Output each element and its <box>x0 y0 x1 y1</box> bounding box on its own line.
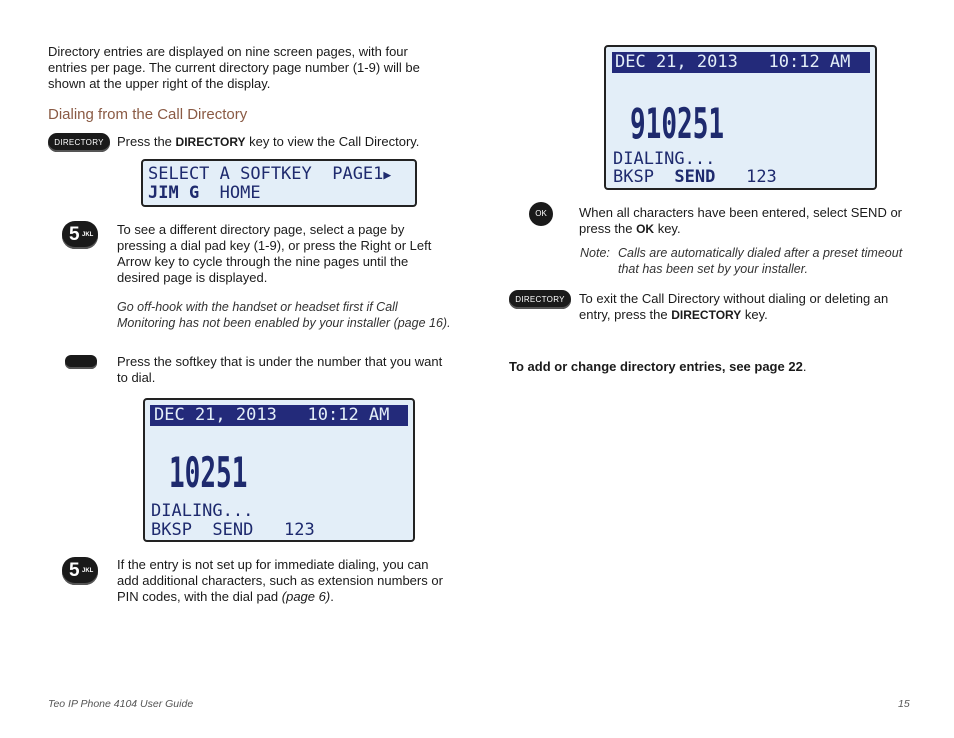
see-also-line <box>509 359 929 375</box>
note2-label: Note: <box>580 246 610 260</box>
footer-title: Teo IP Phone 4104 User Guide <box>48 698 194 710</box>
lcd2-status: DIALING... <box>151 501 254 521</box>
step1-text-pre: Press the <box>117 134 176 149</box>
step-press-directory <box>117 134 457 150</box>
lcd1-entry-selected: JIM G <box>148 183 200 203</box>
step6-text-pre: To exit the Call Directory without dialing or deleting an entry, press the <box>579 291 889 322</box>
step-add-characters <box>117 557 452 605</box>
step5-key: OK <box>636 222 655 236</box>
step1-key: DIRECTORY <box>175 135 246 149</box>
step4-page-ref: (page 6) <box>281 589 331 604</box>
dial-key-5-icon-2 <box>62 557 98 585</box>
lcd1-line2 <box>148 185 261 202</box>
lcd3-date-time: DEC 21, 2013 10:12 AM <box>615 52 851 72</box>
lcd2-dialed-number: 10251 <box>169 448 248 497</box>
section-heading: Dialing from the Call Directory <box>48 106 248 123</box>
lcd3-dialed-number: 910251 <box>630 99 725 148</box>
page-arrow-icon: ▶ <box>383 168 392 183</box>
lcd-directory-screen <box>141 159 417 207</box>
step-change-page: To see a different directory page, select a page by pressing a dial pad key (1-9), or press the Right or Left Arrow key to cycle through the nine pages until the desired page is displayed. <box>117 222 432 285</box>
step-select-send <box>579 205 919 237</box>
directory-key-icon: DIRECTORY <box>48 133 110 152</box>
lcd2-header-bar <box>150 405 408 426</box>
step4-text: If the entry is not set up for immediate dialing, you can add additional characters, such as extension numbers or PIN codes, with the dial pad <box>117 557 443 604</box>
lcd1-line1 <box>148 166 391 183</box>
lcd3-softkey-123: 123 <box>715 167 777 187</box>
lcd3-status: DIALING... <box>613 149 716 169</box>
note2-text: Calls are automatically dialed after a preset timeout that has been set by your installer. <box>618 246 903 276</box>
step6-key: DIRECTORY <box>671 308 742 322</box>
dial-key-letters: JKL <box>82 232 94 238</box>
lcd3-header-bar <box>612 52 870 73</box>
step-press-softkey: Press the softkey that is under the number that you want to dial. <box>117 354 443 385</box>
see-also-text: To add or change directory entries, see page 22 <box>509 359 803 374</box>
step4-end: . <box>330 589 334 604</box>
page-number: 15 <box>898 698 910 710</box>
lcd2-softkey-labels: BKSP SEND 123 <box>151 520 315 540</box>
lcd3-softkey-send: SEND <box>674 167 716 187</box>
lcd1-entry-home: HOME <box>199 183 261 203</box>
step1-text-post: key to view the Call Directory. <box>245 134 420 149</box>
step5-text-pre: When all characters have been entered, select SEND or press the <box>579 205 903 236</box>
step-exit-directory <box>579 291 919 323</box>
lcd-dialing-screen-1 <box>143 398 415 542</box>
directory-key-icon-2: DIRECTORY <box>509 290 571 309</box>
ok-key-icon: OK <box>529 202 553 226</box>
softkey-icon <box>65 355 97 369</box>
note-off-hook: Go off-hook with the handset or headset first if Call Monitoring has not been enabled by your installer (page 16). <box>117 300 451 330</box>
lcd3-softkey-bksp: BKSP <box>613 167 675 187</box>
dial-key-digit: 5 <box>69 560 80 581</box>
dial-key-digit: 5 <box>69 224 80 245</box>
lcd-dialing-screen-2 <box>604 45 877 190</box>
see-also-end: . <box>802 359 807 374</box>
note-auto-dial <box>580 245 920 277</box>
lcd1-line1-text: SELECT A SOFTKEY PAGE1 <box>148 164 384 184</box>
lcd2-date-time: DEC 21, 2013 10:12 AM <box>154 405 390 425</box>
step6-text-post: key. <box>741 307 768 322</box>
step5-text-post: key. <box>654 221 681 236</box>
dial-key-letters: JKL <box>82 568 94 574</box>
lcd3-softkey-labels <box>613 169 777 186</box>
dial-key-5-icon <box>62 221 98 249</box>
intro-paragraph: Directory entries are displayed on nine screen pages, with four entries per page. The current directory page number (1-9) will be shown at the upper right of the display. <box>48 44 420 91</box>
